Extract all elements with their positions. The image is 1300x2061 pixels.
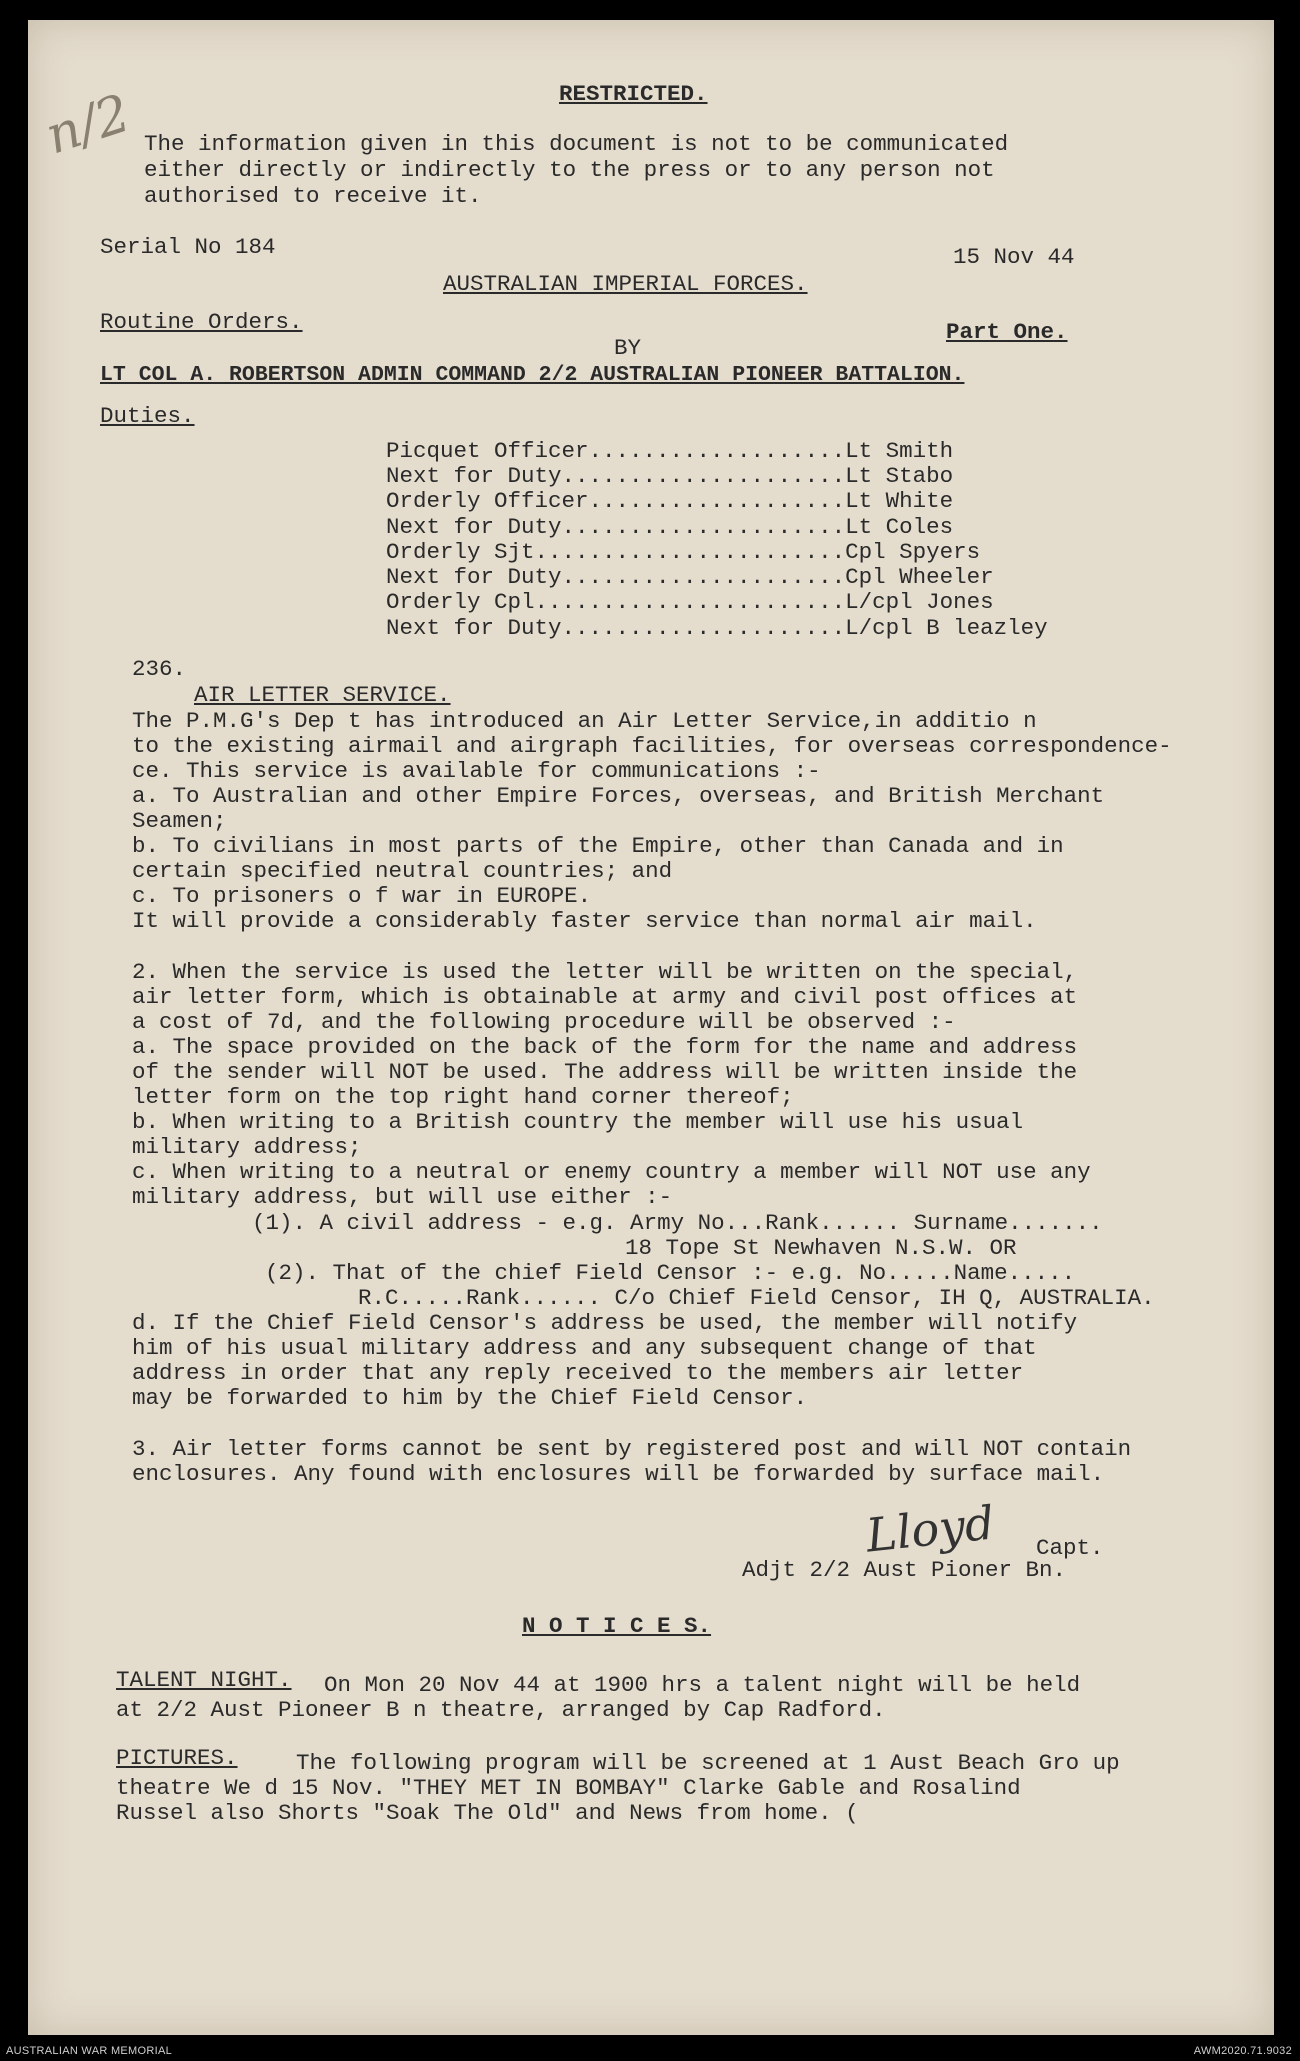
signature-title: Adjt 2/2 Aust Pioner Bn. bbox=[742, 1557, 1067, 1583]
para1-line: certain specified neutral countries; and bbox=[132, 858, 673, 884]
serial-number: Serial No 184 bbox=[100, 234, 276, 260]
para2-line: a. The space provided on the back of the form for the name and address bbox=[132, 1034, 1078, 1060]
duty-row: Next for Duty.....................Cpl Wheeler bbox=[386, 564, 994, 590]
order-title: AIR LETTER SERVICE. bbox=[194, 682, 451, 708]
footer-archive-name: AUSTRALIAN WAR MEMORIAL bbox=[6, 2045, 173, 2057]
para2-line: c. When writing to a neutral or enemy country a member will NOT use any bbox=[132, 1159, 1091, 1185]
para2-line: him of his usual military address and any subsequent change of that bbox=[132, 1335, 1037, 1361]
pictures-label: PICTURES. bbox=[116, 1745, 238, 1771]
handwritten-signature: Lloyd bbox=[863, 1495, 997, 1563]
para1-line: b. To civilians in most parts of the Empire, other than Canada and in bbox=[132, 833, 1064, 859]
talent-night-label: TALENT NIGHT. bbox=[116, 1667, 292, 1693]
para2-line: may be forwarded to him by the Chief Field Censor. bbox=[132, 1385, 808, 1411]
warning-line-1: The information given in this document is not to be communicated bbox=[144, 131, 1009, 157]
para1-line: c. To prisoners o f war in EUROPE. bbox=[132, 883, 592, 909]
para2-line: of the sender will NOT be used. The address will be written inside the bbox=[132, 1059, 1078, 1085]
para3-line: enclosures. Any found with enclosures will be forwarded by surface mail. bbox=[132, 1461, 1105, 1487]
order-date: 15 Nov 44 bbox=[953, 244, 1075, 270]
para1-line: It will provide a considerably faster service than normal air mail. bbox=[132, 908, 1037, 934]
notices-heading: N O T I C E S. bbox=[522, 1613, 712, 1639]
duty-row: Next for Duty.....................L/cpl B leazley bbox=[386, 615, 1048, 641]
pictures-line: Russel also Shorts "Soak The Old" and News from home. ( bbox=[116, 1800, 859, 1826]
para2-line: letter form on the top right hand corner thereof; bbox=[132, 1084, 794, 1110]
footer-archive-id: AWM2020.71.9032 bbox=[1193, 2045, 1292, 2057]
para3-line: 3. Air letter forms cannot be sent by registered post and will NOT contain bbox=[132, 1436, 1132, 1462]
duty-row: Next for Duty.....................Lt Coles bbox=[386, 514, 954, 540]
para2-line: b. When writing to a British country the member will use his usual bbox=[132, 1109, 1024, 1135]
para2-line: d. If the Chief Field Censor's address be used, the member will notify bbox=[132, 1310, 1078, 1336]
talent-night-line: at 2/2 Aust Pioneer B n theatre, arranged by Cap Radford. bbox=[116, 1697, 886, 1723]
para2-line: address in order that any reply received to the members air letter bbox=[132, 1360, 1024, 1386]
duties-heading: Duties. bbox=[100, 403, 195, 429]
para2-line: air letter form, which is obtainable at army and civil post offices at bbox=[132, 984, 1078, 1010]
pencil-annotation: n/2 bbox=[38, 83, 138, 167]
para2-line: (2). That of the chief Field Censor :- e.g. No.....Name..... bbox=[265, 1260, 1076, 1286]
talent-night-line: On Mon 20 Nov 44 at 1900 hrs a talent night will be held bbox=[324, 1672, 1081, 1698]
by-label: BY bbox=[614, 335, 642, 361]
routine-orders-label: Routine Orders. bbox=[100, 309, 303, 335]
part-label: Part One. bbox=[946, 319, 1068, 345]
org-heading: AUSTRALIAN IMPERIAL FORCES. bbox=[443, 271, 808, 297]
duty-row: Orderly Cpl.......................L/cpl Jones bbox=[386, 589, 994, 615]
warning-line-2: either directly or indirectly to the press or to any person not bbox=[144, 157, 995, 183]
para1-line: ce. This service is available for communications :- bbox=[132, 758, 821, 784]
duty-row: Next for Duty.....................Lt Stabo bbox=[386, 463, 954, 489]
para1-line: The P.M.G's Dep t has introduced an Air Letter Service,in additio n bbox=[132, 708, 1037, 734]
para2-line: 18 Tope St Newhaven N.S.W. OR bbox=[625, 1235, 1017, 1261]
pictures-line: theatre We d 15 Nov. "THEY MET IN BOMBAY" Clarke Gable and Rosalind bbox=[116, 1775, 1021, 1801]
para1-line: Seamen; bbox=[132, 808, 227, 834]
para2-line: R.C.....Rank...... C/o Chief Field Censor, IH Q, AUSTRALIA. bbox=[358, 1285, 1155, 1311]
restricted-heading: RESTRICTED. bbox=[559, 81, 708, 107]
duty-row: Picquet Officer...................Lt Smith bbox=[386, 438, 954, 464]
para2-line: 2. When the service is used the letter will be written on the special, bbox=[132, 959, 1078, 985]
para2-line: a cost of 7d, and the following procedure will be observed :- bbox=[132, 1009, 956, 1035]
para2-line: (1). A civil address - e.g. Army No...Rank...... Surname....... bbox=[252, 1210, 1103, 1236]
signature-rank: Capt. bbox=[1036, 1535, 1104, 1561]
pictures-line: The following program will be screened at 1 Aust Beach Gro up bbox=[296, 1750, 1120, 1776]
order-number: 236. bbox=[132, 656, 187, 682]
para2-line: military address, but will use either :- bbox=[132, 1184, 673, 1210]
duty-row: Orderly Officer...................Lt White bbox=[386, 488, 954, 514]
document-page bbox=[28, 20, 1274, 2035]
para1-line: a. To Australian and other Empire Forces, overseas, and British Merchant bbox=[132, 783, 1105, 809]
para1-line: to the existing airmail and airgraph facilities, for overseas correspondence- bbox=[132, 733, 1172, 759]
command-line: LT COL A. ROBERTSON ADMIN COMMAND 2/2 AUSTRALIAN PIONEER BATTALION. bbox=[100, 363, 965, 387]
warning-line-3: authorised to receive it. bbox=[144, 183, 482, 209]
para2-line: military address; bbox=[132, 1134, 362, 1160]
duty-row: Orderly Sjt.......................Cpl Spyers bbox=[386, 539, 981, 565]
